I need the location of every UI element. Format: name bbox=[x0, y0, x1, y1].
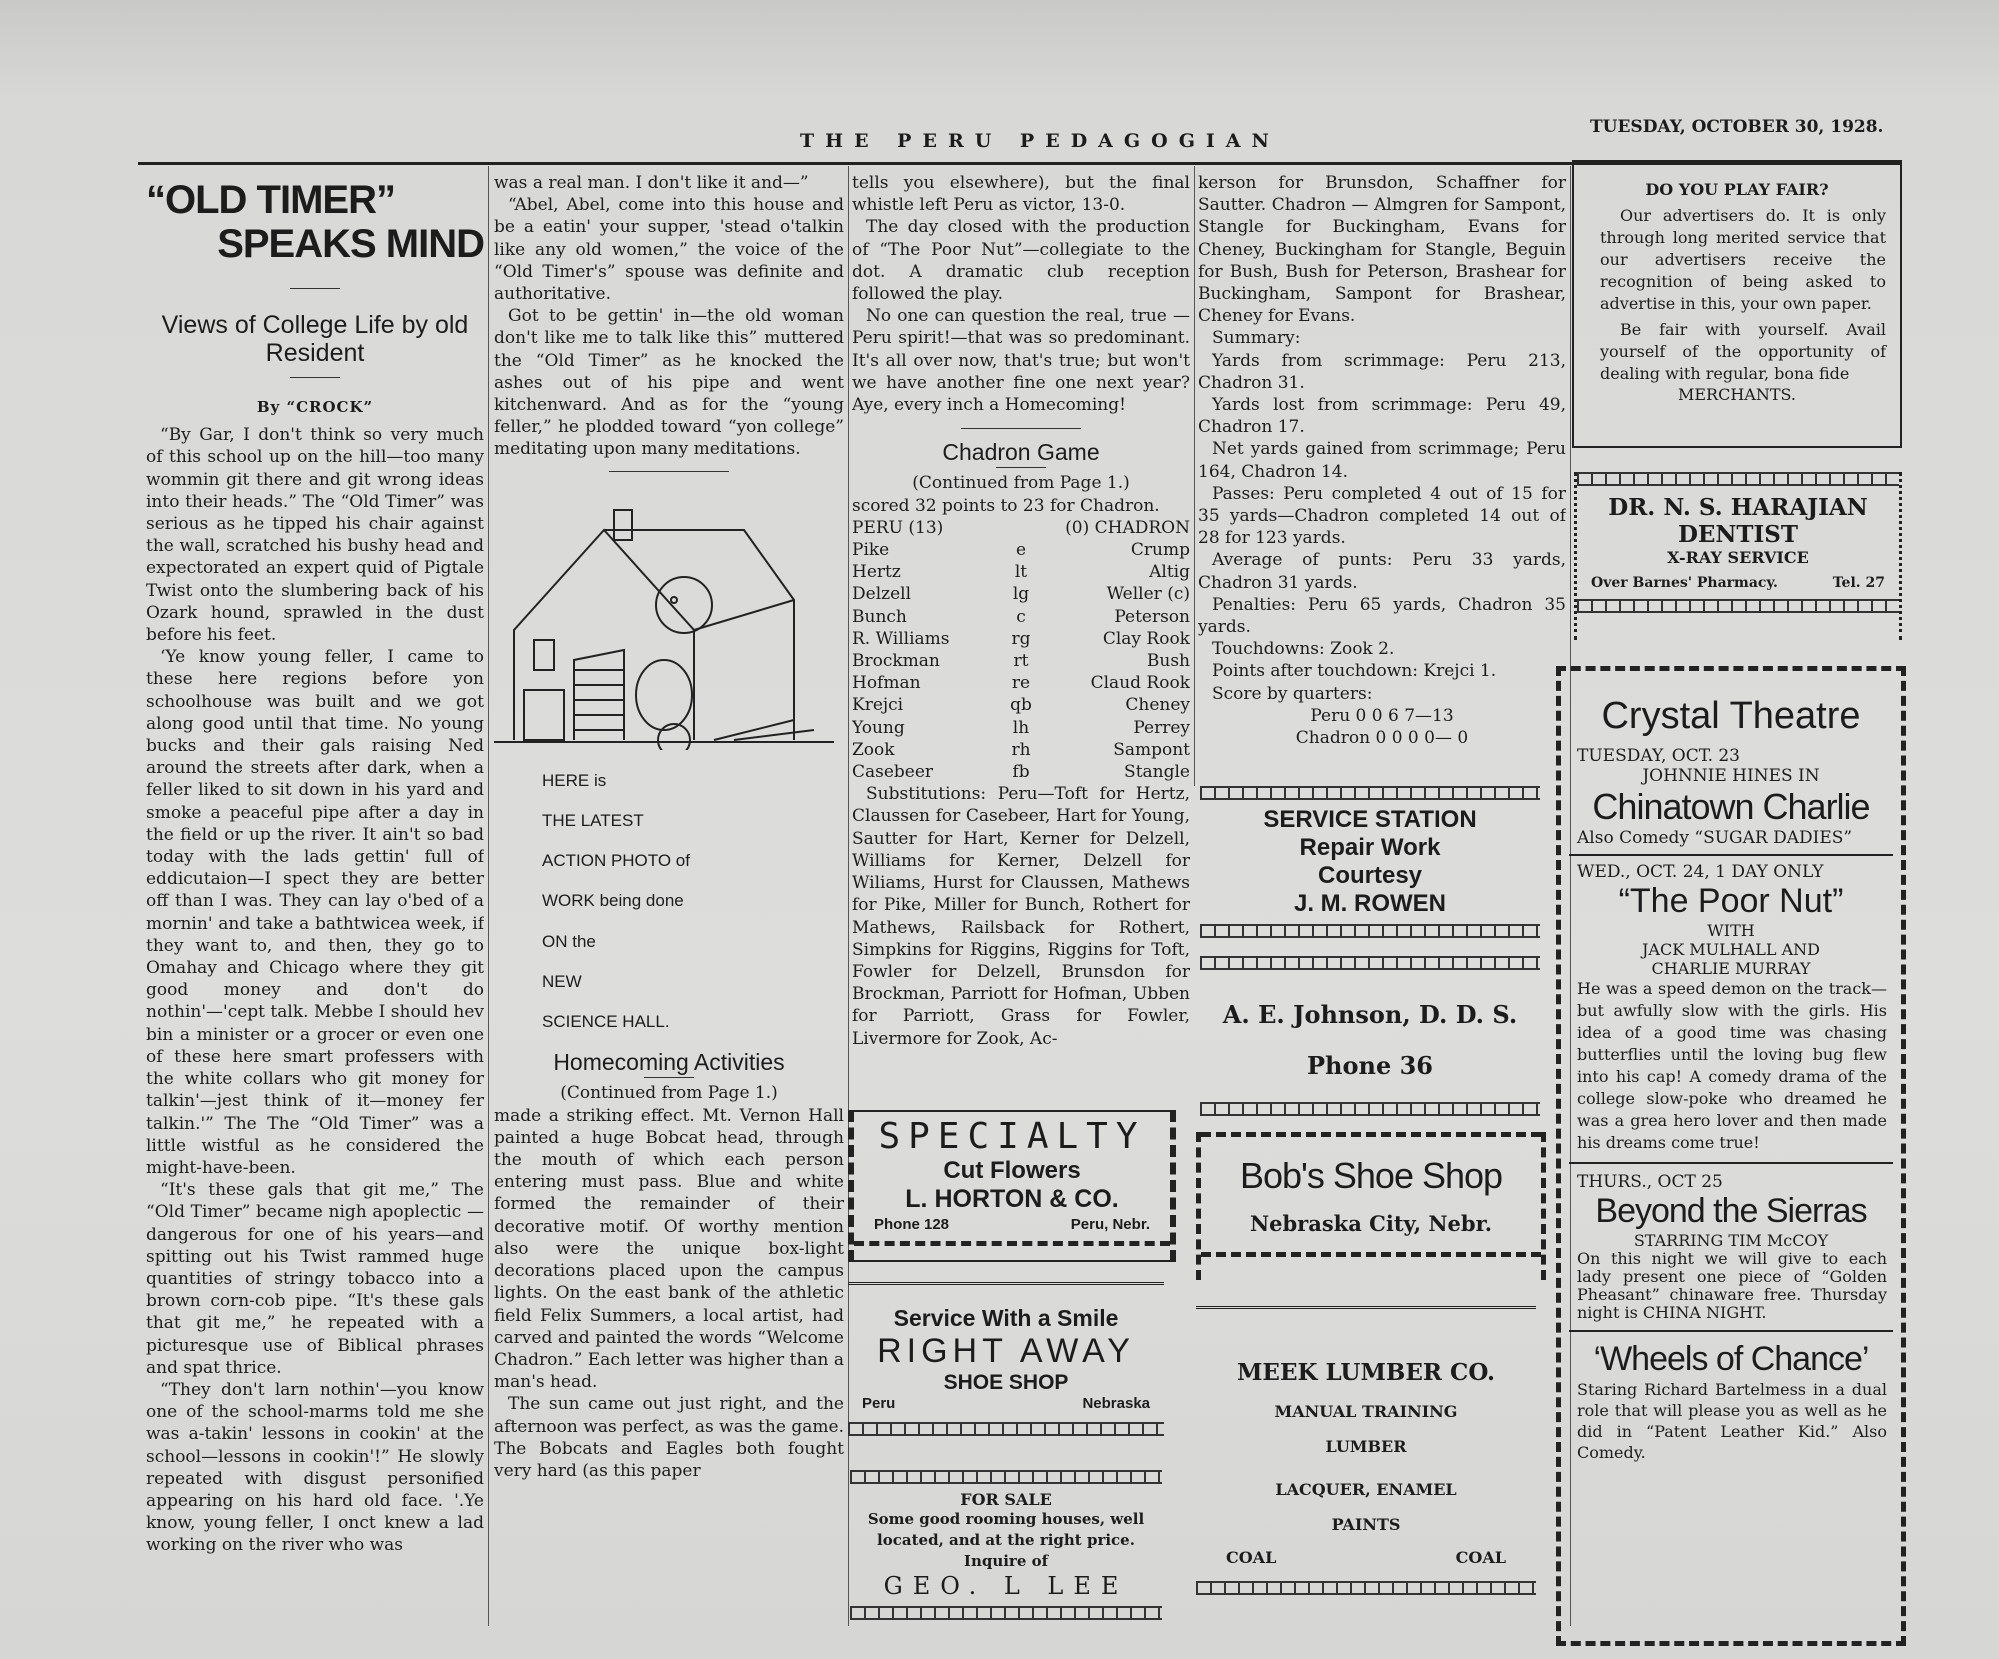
ad-border bbox=[1200, 956, 1540, 970]
ad-border bbox=[1200, 1102, 1540, 1116]
ad-title: SPECIALTY bbox=[878, 1116, 1146, 1157]
lineup-peru-player: Krejci bbox=[852, 695, 904, 716]
movie-title: ‘Wheels of Chance’ bbox=[1593, 1340, 1869, 1378]
lineup-position: e bbox=[1015, 540, 1027, 561]
paragraph: tells you elsewhere), but the final whistle left Peru as victor, 13-0. bbox=[852, 173, 1190, 216]
ad-border bbox=[1200, 924, 1540, 938]
lineup-position: rh bbox=[1011, 739, 1031, 760]
stats-list bbox=[1198, 350, 1566, 705]
movie-title: “The Poor Nut” bbox=[1618, 882, 1844, 920]
ad-title: RIGHT AWAY bbox=[877, 1332, 1135, 1370]
lineup-position: c bbox=[1016, 606, 1026, 627]
ad-border bbox=[1201, 1132, 1541, 1137]
ad-border bbox=[1577, 599, 1899, 613]
showing-date: WED., OCT. 24, 1 DAY ONLY bbox=[1577, 862, 1824, 882]
stat-line: Score by quarters: bbox=[1212, 683, 1373, 704]
ad-body: Be fair with yourself. Avail yourself of the opportunity of dealing with regular, bona fide bbox=[1600, 320, 1886, 383]
lineup-peru-player: Zook bbox=[852, 739, 895, 760]
byline: By “CROCK” bbox=[256, 398, 374, 416]
ad-title: MEEK LUMBER CO. bbox=[1236, 1359, 1496, 1386]
lineup-peru-player: Brockman bbox=[852, 651, 940, 672]
ad-border bbox=[850, 1470, 1162, 1484]
ad-service-station bbox=[1200, 786, 1540, 936]
caption-line: ACTION PHOTO of bbox=[542, 851, 690, 871]
caption-line: ON the bbox=[542, 931, 596, 951]
ad-line: Nebraska City, Nebr. bbox=[1249, 1211, 1493, 1236]
section-heading: Homecoming Activities bbox=[553, 1049, 785, 1076]
ad-right-away bbox=[848, 1282, 1164, 1435]
lineup-peru-player: Casebeer bbox=[852, 762, 934, 783]
section-heading: Chadron Game bbox=[942, 439, 1100, 466]
ad-border bbox=[854, 1241, 1170, 1246]
divider bbox=[996, 467, 1046, 468]
lineup-peru-player: Hofman bbox=[852, 673, 921, 694]
ad-line: MANUAL TRAINING bbox=[1274, 1402, 1458, 1421]
ad-line: Cut Flowers bbox=[943, 1157, 1081, 1184]
lineup-chadron-player: Cheney bbox=[1125, 695, 1190, 716]
showing-star: STARRING TIM McCOY bbox=[1633, 1231, 1829, 1250]
lineup-header bbox=[852, 517, 1190, 539]
showing-description: Staring Richard Bartelmess in a dual role that will please you as well as he did in “Patent Leather Kid.” Also Comedy. bbox=[1577, 1380, 1887, 1462]
column-rule bbox=[488, 166, 489, 1626]
ad-address: Over Barnes' Pharmacy. bbox=[1591, 575, 1778, 591]
ad-meek-lumber bbox=[1196, 1306, 1536, 1625]
divider bbox=[644, 1077, 694, 1078]
lineup-chadron-player: Bush bbox=[1146, 651, 1190, 672]
showing-star: CHARLIE MURRAY bbox=[1651, 959, 1811, 978]
ad-line: SHOE SHOP bbox=[943, 1371, 1069, 1394]
lineup-position: rg bbox=[1011, 628, 1031, 649]
ad-place: Peru bbox=[862, 1395, 896, 1412]
ad-johnson-dds bbox=[1200, 956, 1540, 1106]
theatre-title: Crystal Theatre bbox=[1601, 695, 1861, 737]
stat-line: Average of punts: Peru 33 yards, Chadron 31 yards. bbox=[1198, 550, 1566, 593]
ad-name: GEO. L LEE bbox=[883, 1572, 1129, 1600]
ad-place: Nebraska bbox=[1082, 1395, 1150, 1412]
ad-title: Bob's Shoe Shop bbox=[1239, 1155, 1503, 1196]
lineup-position: lt bbox=[1014, 562, 1028, 583]
ad-border bbox=[848, 1422, 1164, 1436]
lineup-row bbox=[852, 650, 1190, 672]
paragraph: Got to be gettin' in—the old woman don't like me to talk like this” muttered the “Old Timer” as he knocked the ashes out of his pipe and went kitchenward. And as for the “young feller,” he plodded toward “yon college” meditating upon many meditations. bbox=[494, 306, 844, 460]
lineup-position: fb bbox=[1012, 762, 1030, 783]
ad-body: Our advertisers do. It is only through long merited service that our advertisers receive the recognition of being asked to advertise in this, your own paper. bbox=[1600, 206, 1886, 313]
ad-border bbox=[1196, 1581, 1536, 1595]
lineup-chadron-player: Claud Rook bbox=[1090, 673, 1190, 694]
showing-date: THURS., OCT 25 bbox=[1577, 1172, 1723, 1192]
lineup-row bbox=[852, 606, 1190, 628]
movie-title: Chinatown Charlie bbox=[1592, 786, 1870, 827]
stat-line: Net yards gained from scrimmage; Peru 164, Chadron 14. bbox=[1198, 439, 1566, 482]
paragraph: ‘Ye know young feller, I came to these here regions before yon schoolhouse was built and we got along good until that time. No young bucks and their gals raising Ned around the streets after dark, when a feller liked to sit down in his yard and smoke a peaceful pipe after a day in the field or up the river. It ain't so bad today with the lads gettin' full of eddicutaion—I spect they are better off than I was. They can lay o'bed of a mornin' and take a bathtwicea week, if they want to, and then, they go to Omahay and Chicago where they git good money and don't do nothin'—'cept talk. Mebbe I should hev bin a minister or a grocer or even one of these here smart professers with the white collars who git money for talkin'—jest think of it—money fer talkin.'” The The “Old Timer” was a little wistful as he considered the might-have-been. bbox=[146, 647, 484, 1178]
divider bbox=[961, 428, 1081, 429]
stat-line: Yards from scrimmage: Peru 213, Chadron 31. bbox=[1198, 350, 1566, 393]
ad-footer bbox=[848, 1395, 1164, 1412]
ad-line: SERVICE STATION bbox=[1263, 806, 1477, 833]
lineup-row bbox=[852, 761, 1190, 783]
lineup-row bbox=[852, 694, 1190, 716]
ad-line: Service With a Smile bbox=[893, 1305, 1119, 1331]
paragraph: No one can question the real, true —Peru spirit!—that was so predominant. It's all over now, that's true; but won't we have another fine one next year? Aye, every inch a Homecoming! bbox=[852, 306, 1190, 416]
divider bbox=[290, 377, 340, 378]
lineup-position: lg bbox=[1012, 584, 1030, 605]
stat-line: Touchdowns: Zook 2. bbox=[1212, 639, 1395, 660]
caption-line: NEW bbox=[542, 971, 582, 991]
paragraph: kerson for Brunsdon, Schaffner for Sautter. Chadron — Almgren for Sampont, Stangle for Buckingham, Evans for Cheney, Buckingham for Stangle, Beguin for Bush, Bush for Peterson, Brashear for Buckingham, Sampont for Brashear, Cheney for Evans. bbox=[1198, 173, 1566, 327]
lineup-row bbox=[852, 628, 1190, 650]
paragraph: Substitutions: Peru—Toft for Hertz, Claussen for Casebeer, Hart for Young, Sautter for Hart, Kerner for Delzell, Williams for Kerner, Delzell for Wiliams, Hurst for Claussen, Mathews for Pike, Miller for Bunch, Rothert for Mathews, Railsback for Rothert, Simpkins for Riggins, Riggins for Toft, Fowler for Delzell, Brunsdon for Brockman, Parriott for Hofman, Ubben for Parriott, Grass for Fowler, Livermore for Zook, Ac- bbox=[852, 784, 1190, 1049]
stat-line: Penalties: Peru 65 yards, Chadron 35 yards. bbox=[1198, 594, 1566, 638]
ad-specialty bbox=[848, 1110, 1176, 1262]
ad-crystal-theatre bbox=[1556, 666, 1906, 1646]
score-chadron: Chadron 0 0 0 0— 0 bbox=[1295, 728, 1469, 749]
column-rule bbox=[1194, 166, 1195, 786]
ad-phone: Phone 128 bbox=[874, 1216, 950, 1233]
lineup-row bbox=[852, 539, 1190, 561]
lineup-position: re bbox=[1011, 673, 1031, 694]
lineup-position: rt bbox=[1013, 651, 1029, 672]
column-three bbox=[852, 172, 1190, 1102]
ad-border bbox=[1201, 1252, 1541, 1257]
showing-note: Also Comedy “SUGAR DADIES” bbox=[1577, 828, 1853, 848]
ad-body: Some good rooming houses, well located, and at the right price. Inquire of bbox=[867, 1510, 1145, 1570]
lineup-chadron-player: Sampont bbox=[1113, 739, 1190, 760]
ad-line: DENTIST bbox=[1677, 521, 1799, 548]
ad-line: MERCHANTS. bbox=[1677, 385, 1796, 404]
photo-caption-list bbox=[494, 770, 844, 1033]
ad-border bbox=[1577, 472, 1899, 486]
paragraph: was a real man. I don't like it and—” bbox=[494, 173, 809, 193]
lineup-peru-label: PERU (13) bbox=[852, 517, 944, 538]
summary-label: Summary: bbox=[1212, 328, 1301, 349]
caption-line: SCIENCE HALL. bbox=[542, 1012, 670, 1032]
lineup-table bbox=[852, 539, 1190, 783]
caption-line: THE LATEST bbox=[542, 811, 644, 831]
ad-play-fair bbox=[1572, 160, 1902, 448]
ad-footer bbox=[1196, 1534, 1536, 1567]
lineup-chadron-label: (0) CHADRON bbox=[1065, 517, 1190, 538]
ad-phone: Tel. 27 bbox=[1832, 575, 1885, 591]
ad-coal: COAL bbox=[1455, 1548, 1506, 1567]
masthead: THE PERU PEDAGOGIAN bbox=[800, 130, 1280, 152]
showing-star: JOHNNIE HINES IN bbox=[1642, 766, 1820, 786]
lineup-peru-player: R. Williams bbox=[852, 628, 950, 649]
subheadline: Views of College Life by old Resident bbox=[161, 311, 469, 367]
ad-bobs-shoe-shop bbox=[1196, 1132, 1546, 1280]
ad-line: Phone 36 bbox=[1307, 1051, 1433, 1080]
lineup-chadron-player: Crump bbox=[1130, 540, 1190, 561]
lineup-chadron-player: Stangle bbox=[1124, 762, 1190, 783]
divider bbox=[290, 288, 340, 289]
showing-note: WITH bbox=[1707, 921, 1755, 940]
stat-line: Passes: Peru completed 4 out of 15 for 35 yards—Chadron completed 14 out of 28 for 123 yards. bbox=[1198, 483, 1566, 549]
paragraph: The sun came out just right, and the afternoon was perfect, as was the game. The Bobcats and Eagles both fought very hard (as this paper bbox=[494, 1394, 844, 1481]
stat-line: Yards lost from scrimmage: Peru 49, Chadron 17. bbox=[1198, 395, 1566, 438]
lineup-row bbox=[852, 717, 1190, 739]
score-peru: Peru 0 0 6 7—13 bbox=[1310, 705, 1454, 726]
ad-line: DR. N. S. HARAJIAN bbox=[1608, 494, 1868, 521]
lineup-row bbox=[852, 561, 1190, 583]
ad-line: J. M. ROWEN bbox=[1293, 890, 1446, 917]
paragraph: The day closed with the production of “The Poor Nut”—collegiate to the dot. A dramatic club reception followed the play. bbox=[852, 217, 1190, 305]
lineup-chadron-player: Peterson bbox=[1114, 606, 1190, 627]
column-two bbox=[494, 172, 844, 1632]
column-four bbox=[1198, 172, 1566, 772]
ad-for-sale bbox=[850, 1470, 1162, 1620]
headline-line-1: “OLD TIMER” bbox=[146, 178, 395, 222]
lineup-row bbox=[852, 672, 1190, 694]
ad-footer bbox=[854, 1214, 1170, 1235]
stat-line: Points after touchdown: Krejci 1. bbox=[1212, 661, 1497, 682]
ad-line: A. E. Johnson, D. D. S. bbox=[1222, 1000, 1518, 1029]
paragraph: “They don't larn nothin'—you know one of the school-marms told me she was a-takin' lessons in cookin' at the school—lessons in cookin'!” He slowly repeated with disgust personified appearing on his hard old face. '.Ye know, young feller, I onct knew a lad working on the river who was bbox=[146, 1379, 484, 1556]
ad-place: Peru, Nebr. bbox=[1070, 1216, 1150, 1233]
lineup-position: qb bbox=[1010, 695, 1032, 716]
ad-border bbox=[1200, 786, 1540, 800]
lineup-peru-player: Hertz bbox=[852, 562, 901, 583]
lineup-peru-player: Pike bbox=[852, 540, 890, 561]
ad-line: LACQUER, ENAMEL bbox=[1275, 1480, 1457, 1499]
column-old-timer bbox=[146, 172, 484, 1632]
continued-note: (Continued from Page 1.) bbox=[912, 473, 1130, 494]
ad-border bbox=[850, 1606, 1162, 1620]
showing-description: On this night we will give to each lady present one piece of “Golden Pheasant” chinaware free. Thursday night is CHINA NIGHT. bbox=[1577, 1249, 1887, 1322]
paragraph: “It's these gals that git me,” The “Old Timer” became nigh apoplectic —dangerous for one of his years—and spitting out his Twist rammed huge quantities of stringy tobacco into a brown corn-cob pipe. “It's these gals that git me,” he repeated with a picturesque use of Biblical phrases and spat thrice. bbox=[146, 1180, 484, 1378]
ad-title: DO YOU PLAY FAIR? bbox=[1645, 180, 1829, 199]
lineup-peru-player: Young bbox=[852, 717, 905, 738]
ad-line: Courtesy bbox=[1317, 862, 1423, 889]
divider bbox=[609, 471, 729, 472]
ad-coal: COAL bbox=[1226, 1548, 1277, 1567]
ad-harajian bbox=[1574, 472, 1902, 640]
movie-title: Beyond the Sierras bbox=[1595, 1192, 1867, 1230]
caption-line: HERE is bbox=[542, 770, 607, 790]
lineup-peru-player: Bunch bbox=[852, 606, 907, 627]
cartoon-illustration bbox=[494, 490, 834, 750]
headline-line-2: SPEAKS MIND bbox=[217, 222, 484, 266]
ad-line: L. HORTON & CO. bbox=[905, 1185, 1119, 1213]
ad-line: PAINTS bbox=[1331, 1515, 1401, 1534]
ad-line: X-RAY SERVICE bbox=[1667, 548, 1809, 567]
lineup-chadron-player: Clay Rook bbox=[1102, 628, 1190, 649]
continued-note: (Continued from Page 1.) bbox=[560, 1083, 778, 1104]
lineup-peru-player: Delzell bbox=[852, 584, 912, 605]
issue-date: TUESDAY, OCTOBER 30, 1928. bbox=[1590, 117, 1884, 137]
showing-description: He was a speed demon on the track—but awfully slow with the girls. His idea of a good time was chasing butterflies until the loving bug flew into his cap! A comedy drama of the college slow-poke who dreamed he was a grea hero lover and then made his dreams come true! bbox=[1577, 979, 1887, 1152]
lineup-row bbox=[852, 583, 1190, 605]
ad-footer bbox=[1577, 567, 1899, 591]
showing-date: TUESDAY, OCT. 23 bbox=[1577, 746, 1741, 766]
paragraph: “By Gar, I don't think so very much of this school up on the hill—too many wommin git there and git wrong ideas into their heads.” The “Old Timer” was serious as he tipped his chair against the wall, scratched his bushy head and expectorated an expert quid of Pigtale Twist onto the slumbering back of his Ozark hound, sprawled in the dust before his feet. bbox=[146, 425, 484, 646]
lineup-row bbox=[852, 739, 1190, 761]
paragraph: “Abel, Abel, come into this house and be a eatin' your supper, 'stead o'talkin like any old women,” the voice of the “Old Timer's” spouse was definite and authoritative. bbox=[494, 195, 844, 305]
caption-line: WORK being done bbox=[542, 891, 684, 911]
showing-star: JACK MULHALL AND bbox=[1642, 940, 1820, 959]
lineup-chadron-player: Weller (c) bbox=[1106, 584, 1190, 605]
lineup-position: lh bbox=[1012, 717, 1030, 738]
ad-line: LUMBER bbox=[1325, 1437, 1407, 1456]
lineup-chadron-player: Altig bbox=[1149, 562, 1190, 583]
lineup-chadron-player: Perrey bbox=[1133, 717, 1190, 738]
paragraph: made a striking effect. Mt. Vernon Hall painted a huge Bobcat head, through the mouth of which each person entering must pass. Blue and white formed the remainder of their decorative motif. Of worthy mention also were the unique box-light decorations placed upon the campus lights. On the east bank of the athletic field Felix Summers, a local artist, had carved and painted the words “Welcome Chadron.” Each letter was higher than a man's head. bbox=[494, 1105, 844, 1393]
paragraph: scored 32 points to 23 for Chadron. bbox=[852, 495, 1160, 516]
ad-line: Repair Work bbox=[1299, 834, 1441, 861]
ad-title: FOR SALE bbox=[960, 1490, 1052, 1509]
